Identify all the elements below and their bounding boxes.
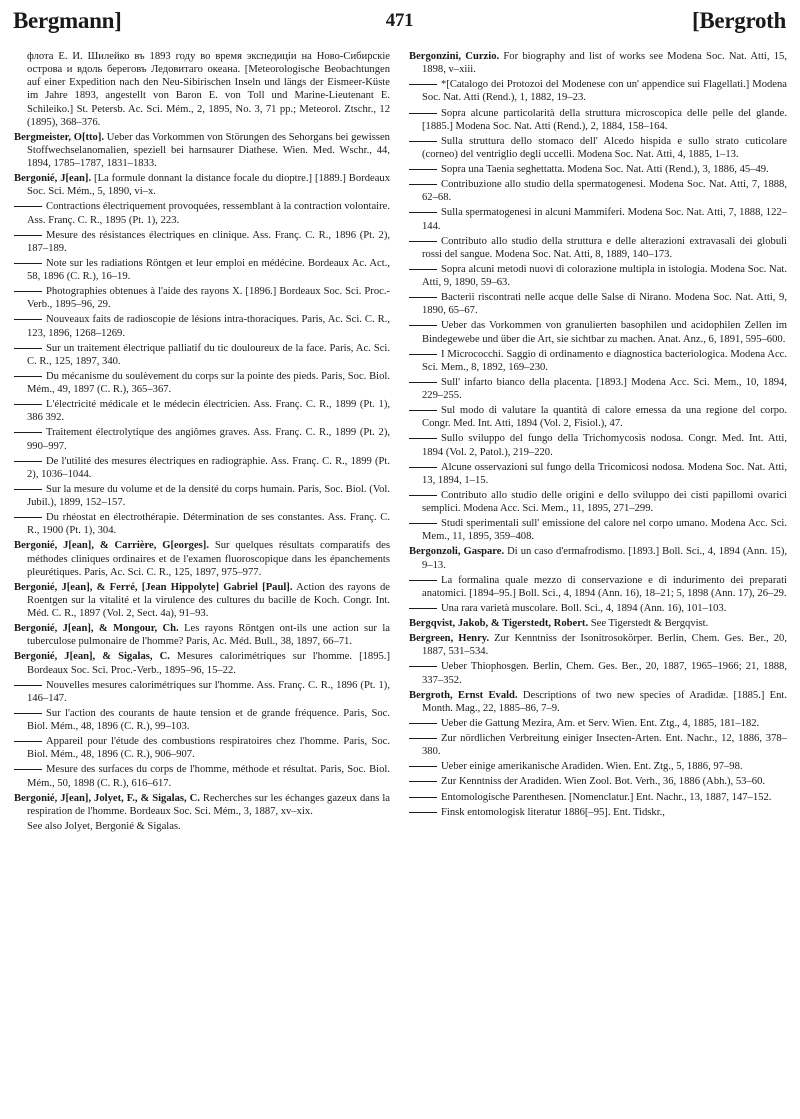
bibliography-entry <box>14 735 390 761</box>
entry-text: De l'utilité des mesures électriques en radiographie. Ass. Franç. C. R., 1899 (Pt. 2), 1036–1044. <box>27 455 390 480</box>
entry-text: Note sur les radiations Röntgen et leur emploi en médécine. Bordeaux Ac. Act., 58, 1896 (C. R.), 16–19. <box>27 257 390 282</box>
ditto-dash <box>409 410 437 411</box>
entry-author: Bergonzini, Curzio. <box>409 51 500 62</box>
bibliography-entry <box>14 200 390 226</box>
entry-text: Ueber das Vorkommen von Störungen des Sehorgans bei gewissen Stoffwechselanomalien, speziell bei harnsaurer Diathese. Wien. Med. Wschr., 44, 1894, 1785–1787, 1831–1833. <box>27 131 390 169</box>
ditto-dash <box>409 666 437 667</box>
bibliography-entry <box>14 539 390 578</box>
entry-text: Sur l'action des courants de haute tension et de grande fréquence. Paris, Soc. Biol. Mém., 48, 1896 (C. R.), 99–103. <box>27 707 390 732</box>
entry-text: Contribuzione allo studio della spermatogenesi. Modena Soc. Nat. Atti, 7, 1888, 62–68. <box>422 179 787 204</box>
entry-text: Contributo allo studio della struttura e delle alterazioni extravasali dei globuli rossi del sangue. Modena Soc. Nat. Atti, 8, 1889, 140–173. <box>422 235 787 260</box>
bibliography-entry <box>14 50 390 129</box>
bibliography-entry <box>14 581 390 620</box>
ditto-dash <box>14 713 42 714</box>
bibliography-entry <box>14 313 390 339</box>
entry-text: See Tigerstedt & Bergqvist. <box>588 618 709 629</box>
entry-text: For biography and list of works see Modena Soc. Nat. Atti, 15, 1898, v–xiii. <box>422 51 787 76</box>
bibliography-entry <box>409 50 787 76</box>
entry-text: Sul modo di valutare la quantità di calore emessa da una regione del corpo. Congr. Med. Int. Atti, 1894 (Vol. 2, Fisiol.), 47. <box>422 405 787 430</box>
bibliography-entry <box>409 206 787 232</box>
bibliography-entry <box>409 517 787 543</box>
ditto-dash <box>14 685 42 686</box>
bibliography-entry <box>14 455 390 481</box>
entry-text: Sulla spermatogenesi in alcuni Mammiferi. Modena Soc. Nat. Atti, 7, 1888, 122–144. <box>422 207 787 232</box>
entry-author: Bergonié, J[ean]. <box>14 173 92 185</box>
left-column <box>14 50 390 1113</box>
bibliography-entry <box>14 342 390 368</box>
ditto-dash <box>14 517 42 518</box>
ditto-dash <box>14 769 42 770</box>
bibliography-entry <box>409 732 787 758</box>
bibliography-entry <box>14 483 390 509</box>
bibliography-entry <box>409 319 787 345</box>
bibliography-entry <box>409 760 787 773</box>
entry-text: See also Jolyet, Bergonié & Sigalas. <box>27 820 181 832</box>
entry-text: Mesures calorimétriques sur l'homme. [1895.] Bordeaux Soc. Sci. Proc.-Verb., 1895–96, 15–22. <box>27 651 390 676</box>
ditto-dash <box>409 269 437 270</box>
bibliography-entry <box>14 679 390 705</box>
entry-author: Bergqvist, Jakob, & Tigerstedt, Robert. <box>409 618 589 629</box>
ditto-dash <box>409 608 437 609</box>
ditto-dash <box>14 741 42 742</box>
entry-author: Bergmeister, O[tto]. <box>14 131 105 143</box>
ditto-dash <box>409 781 437 782</box>
entry-text: Sopra una Taenia seghettatta. Modena Soc. Nat. Atti (Rend.), 3, 1886, 45–49. <box>441 164 769 175</box>
entry-text: Appareil pour l'étude des combustions respiratoires chez l'homme. Paris, Soc. Biol. Mém., 48, 1896 (C. R.), 906–907. <box>27 736 390 761</box>
ditto-dash <box>14 206 42 207</box>
bibliography-entry <box>409 617 787 630</box>
bibliography-entry <box>14 131 390 170</box>
entry-text: Photographies obtenues à l'aide des rayons X. [1896.] Bordeaux Soc. Sci. Proc.-Verb., 1895–96, 29. <box>27 286 390 311</box>
ditto-dash <box>409 766 437 767</box>
entry-text: Una rara varietà muscolare. Boll. Sci., 4, 1894 (Ann. 16), 101–103. <box>441 602 727 614</box>
bibliography-entry <box>409 178 787 204</box>
entry-text: Du rhéostat en électrothérapie. Détermination de ses constantes. Ass. Franç. C. R., 1900 (Pt. 1), 304. <box>27 512 390 537</box>
entry-text: флота Е. И. Шилейко въ 1893 году во время экспедиціи на Ново-Сибирскіе острова и вдоль береговъ Ледовитаго океана. [Meteorologische Beobachtungen auf einer Expedition nach den Neu-Sibirischen Inseln und längs der Eismeer-Küste im Jahre 1893, angestellt von Baron E. von Toll und Marine-Lieutenant E. Schileiko.] St. Petersb. Ac. Sci. Mém., 2, 1895, No. 3, 71 pp.; Meteorol. Ztschr., 12 (1895), 368–376. <box>27 51 390 128</box>
bibliography-entry <box>409 489 787 515</box>
bibliography-entry <box>14 172 390 198</box>
ditto-dash <box>14 461 42 462</box>
bibliography-entry <box>14 820 390 833</box>
bibliography-entry <box>409 78 787 104</box>
ditto-dash <box>409 797 437 798</box>
entry-text: Alcune osservazioni sul fungo della Tricomicosi nodosa. Modena Soc. Nat. Atti, 13, 1894, 1–15. <box>422 461 787 486</box>
bibliography-entry <box>14 426 390 452</box>
bibliography-entry <box>409 545 787 571</box>
entry-text: Recherches sur les échanges gazeux dans la respiration de l'homme. Bordeaux Soc. Sci. Mém., 3, 1887, xv–xix. <box>27 792 390 817</box>
entry-text: Ueber einige amerikanische Aradiden. Wien. Ent. Ztg., 5, 1886, 97–98. <box>441 761 743 773</box>
entry-text: Sur la mesure du volume et de la densité du corps humain. Paris, Soc. Biol. (Vol. Jubil.), 1899, 152–157. <box>27 483 390 508</box>
entry-text: Zur Kenntniss der Aradiden. Wien Zool. Bot. Verh., 36, 1886 (Abh.), 53–60. <box>441 776 766 788</box>
ditto-dash <box>14 348 42 349</box>
ditto-dash <box>409 241 437 242</box>
bibliography-entry <box>14 763 390 789</box>
bibliography-entry <box>14 285 390 311</box>
entry-text: Contributo allo studio delle origini e dello sviluppo dei cisti papillomi ovarici semplici. Modena Acc. Sci. Mem., 11, 1895, 271–299. <box>422 489 787 514</box>
entry-text: Studi sperimentali sull' emissione del calore nel corpo umano. Modena Acc. Sci. Mem., 11, 1895, 359–408. <box>422 518 787 543</box>
entry-text: Mesure des résistances électriques en clinique. Ass. Franç. C. R., 1896 (Pt. 2), 187–189. <box>27 229 390 254</box>
bibliography-entry <box>409 806 787 819</box>
ditto-dash <box>409 438 437 439</box>
ditto-dash <box>14 489 42 490</box>
ditto-dash <box>14 404 42 405</box>
ditto-dash <box>409 141 437 142</box>
running-head-left: Bergmann] <box>13 8 122 33</box>
ditto-dash <box>409 184 437 185</box>
running-head-right: [Bergroth <box>692 8 786 33</box>
entry-text: Du mécanisme du soulèvement du corps sur la pointe des pieds. Paris, Soc. Biol. Mém., 49, 1897 (C. R.), 365–367. <box>27 370 390 395</box>
entry-text: Sopra alcuni metodi nuovi di colorazione multipla in istologia. Modena Soc. Nat. Atti, 9, 1890, 59–63. <box>422 263 787 288</box>
ditto-dash <box>409 523 437 524</box>
entry-text: Zur nördlichen Verbreitung einiger Insecten-Arten. Ent. Nachr., 12, 1886, 378–380. <box>422 733 787 758</box>
ditto-dash <box>409 212 437 213</box>
bibliography-entry <box>14 229 390 255</box>
bibliography-entry <box>409 163 787 176</box>
bibliography-entry <box>409 235 787 261</box>
bibliography-entry <box>14 370 390 396</box>
bibliography-entry <box>14 622 390 648</box>
entry-text: Sopra alcune particolarità della struttura microscopica delle pelle del glande. [1885.] Modena Soc. Nat. Atti (Rend.), 2, 1884, 158–164. <box>422 107 787 132</box>
bibliography-entry <box>14 650 390 676</box>
entry-author: Bergonié, J[ean], & Sigalas, C. <box>14 651 170 663</box>
entry-text: Ueber Thiophosgen. Berlin, Chem. Ges. Ber., 20, 1887, 1965–1966; 21, 1888, 337–352. <box>422 661 787 686</box>
entry-author: Bergonié, J[ean], & Carrière, G[eorges]. <box>14 540 209 552</box>
entry-text: Sur quelques résultats comparatifs des méthodes cliniques ordinaires et de l'examen fluoroscopique dans les épanchements pleurétiques. Paris, Ac. Sci. C. R., 125, 1897, 975–977. <box>27 540 390 578</box>
ditto-dash <box>14 432 42 433</box>
ditto-dash <box>409 723 437 724</box>
page-header <box>13 8 786 38</box>
entry-text: Sullo sviluppo del fungo della Trichomycosis nodosa. Congr. Med. Int. Atti, 1894 (Vol. 2, Patol.), 219–220. <box>422 433 787 458</box>
entry-text: Sull' infarto bianco della placenta. [1893.] Modena Acc. Sci. Mem., 10, 1894, 229–255. <box>422 376 787 401</box>
bibliography-entry <box>409 602 787 615</box>
entry-text: I Micrococchi. Saggio di ordinamento e diagnostica bacteriologica. Modena Acc. Sci. Mem., 8, 1892, 169–230. <box>422 348 787 373</box>
entry-text: Zur Kenntniss der Isonitrosokörper. Berlin, Chem. Ges. Ber., 20, 1887, 531–534. <box>422 633 787 658</box>
ditto-dash <box>409 382 437 383</box>
entry-text: Di un caso d'ermafrodismo. [1893.] Boll. Sci., 4, 1894 (Ann. 15), 9–13. <box>422 546 787 571</box>
entry-author: Bergonié, J[ean], Jolyet, F., & Sigalas, C. <box>14 792 200 804</box>
ditto-dash <box>14 235 42 236</box>
bibliography-entry <box>409 717 787 730</box>
ditto-dash <box>409 354 437 355</box>
bibliography-entry <box>14 398 390 424</box>
bibliography-entry <box>409 461 787 487</box>
bibliography-entry <box>14 257 390 283</box>
entry-text: Les rayons Röntgen ont-ils une action sur la tuberculose pulmonaire de l'homme? Paris, Ac. Méd. Bull., 38, 1897, 66–71. <box>27 623 390 648</box>
ditto-dash <box>409 325 437 326</box>
bibliography-entry <box>14 792 390 818</box>
ditto-dash <box>409 467 437 468</box>
ditto-dash <box>14 319 42 320</box>
bibliography-entry <box>409 632 787 658</box>
bibliography-entry <box>409 348 787 374</box>
bibliography-entry <box>409 775 787 788</box>
entry-text: [La formule donnant la distance focale du dioptre.] [1889.] Bordeaux Soc. Sci. Mém., 5, 1890, vi–x. <box>27 173 390 198</box>
bibliography-entry <box>14 511 390 537</box>
entry-text: Contractions électriquement provoquées, ressemblant à la contraction volontaire. Ass. Franç. C. R., 1895 (Pt. 1), 223. <box>27 201 390 226</box>
bibliography-entry <box>409 263 787 289</box>
bibliography-entry <box>14 707 390 733</box>
bibliography-entry <box>409 376 787 402</box>
entry-author: Bergreen, Henry. <box>409 633 490 645</box>
page-number: 471 <box>385 10 414 31</box>
entry-text: Sur un traitement électrique palliatif du tic douloureux de la face. Paris, Ac. Sci. C. R., 125, 1897, 340. <box>27 342 390 367</box>
entry-text: Finsk entomologisk literatur 1886[–95]. Ent. Tidskr., <box>441 806 665 818</box>
bibliography-entry <box>409 107 787 133</box>
ditto-dash <box>14 291 42 292</box>
bibliography-entry <box>409 689 787 715</box>
entry-author: Bergroth, Ernst Evald. <box>409 689 518 701</box>
entry-text: Nouveaux faits de radioscopie de lésions intra-thoraciques. Paris, Ac. Sci. C. R., 123, 1896, 1268–1269. <box>27 314 390 339</box>
entry-text: Ueber die Gattung Mezira, Am. et Serv. Wien. Ent. Ztg., 4, 1885, 181–182. <box>441 717 760 729</box>
ditto-dash <box>409 113 437 114</box>
entry-text: *[Catalogo dei Protozoi del Modenese con un' appendice sui Flagellati.] Modena Soc. Nat. Atti (Rend.), 1, 1882, 19–23. <box>422 79 787 104</box>
ditto-dash <box>409 169 437 170</box>
entry-text: Entomologische Parenthesen. [Nomenclatur.] Ent. Nachr., 13, 1887, 147–152. <box>441 791 772 803</box>
entry-text: L'électricité médicale et le médecin électricien. Ass. Franç. C. R., 1899 (Pt. 1), 386 392. <box>27 399 390 424</box>
entry-author: Bergonié, J[ean], & Ferré, [Jean Hippolyte] Gabriel [Paul]. <box>14 581 293 593</box>
ditto-dash <box>14 263 42 264</box>
entry-text: Traitement électrolytique des angiômes graves. Ass. Franç. C. R., 1899 (Pt. 2), 990–997. <box>27 427 390 452</box>
bibliography-entry <box>409 574 787 600</box>
bibliography-entry <box>409 135 787 161</box>
bibliography-entry <box>409 791 787 804</box>
ditto-dash <box>409 580 437 581</box>
ditto-dash <box>14 376 42 377</box>
entry-text: Sulla struttura dello stomaco dell' Alcedo hispida e sullo strato cuticolare (corneo) del ventriglio degli uccelli. Modena Soc. Nat. Atti, 4, 1885, 1–13. <box>422 135 787 160</box>
entry-author: Bergonzoli, Gaspare. <box>409 546 505 558</box>
entry-text: Bacterii riscontrati nelle acque delle Salse di Nirano. Modena Soc. Nat. Atti, 9, 1890, 65–67. <box>422 292 787 317</box>
entry-text: Ueber das Vorkommen von granulierten basophilen und acidophilen Zellen im Bindegewebe und über die Art, sie sichtbar zu machen. Anat. Anz., 6, 1891, 595–600. <box>422 320 787 345</box>
ditto-dash <box>409 84 437 85</box>
entry-author: Bergonié, J[ean], & Mongour, Ch. <box>14 623 179 635</box>
bibliography-entry <box>409 291 787 317</box>
right-column <box>409 50 787 1113</box>
bibliography-entry <box>409 432 787 458</box>
ditto-dash <box>409 495 437 496</box>
ditto-dash <box>409 297 437 298</box>
entry-text: Nouvelles mesures calorimétriques sur l'homme. Ass. Franç. C. R., 1896 (Pt. 1), 146–147. <box>27 679 390 704</box>
ditto-dash <box>409 738 437 739</box>
entry-text: La formalina quale mezzo di conservazione e di indurimento dei preparati anatomici. [1894–95.] Boll. Sci., 4, 1894 (Ann. 16), 18–21; 5, 1898 (Ann. 17), 26–29. <box>422 574 787 599</box>
bibliography-entry <box>409 660 787 686</box>
entry-text: Mesure des surfaces du corps de l'homme, méthode et résultat. Paris, Soc. Biol. Mém., 50, 1898 (C. R.), 616–617. <box>27 764 390 789</box>
bibliography-entry <box>409 404 787 430</box>
entry-text: Descriptions of two new species of Aradidæ. [1885.] Ent. Month. Mag., 22, 1885–86, 7–9. <box>422 689 787 714</box>
ditto-dash <box>409 812 437 813</box>
entry-text: Action des rayons de Roentgen sur la vitalité et la virulence des cultures du bacille de Koch. Congr. Int. Méd. C. R., 1897 (Vol. 2, Sect. 4a), 91–93. <box>27 581 390 619</box>
